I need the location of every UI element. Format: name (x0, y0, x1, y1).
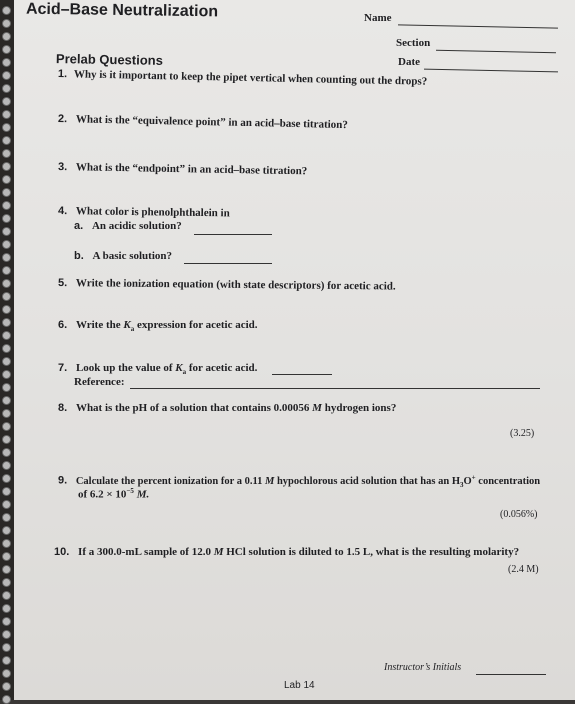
spiral-ring (2, 656, 11, 665)
name-label: Name (364, 12, 392, 24)
spiral-ring (2, 422, 11, 431)
spiral-ring (2, 136, 11, 145)
sub-label: a. (74, 220, 84, 232)
date-line (424, 69, 558, 73)
subscript-3: 3 (460, 480, 464, 489)
question-text: What color is phenolphthalein in (75, 205, 230, 220)
question-number: 9. (58, 474, 68, 487)
spiral-ring (2, 175, 11, 184)
instructor-initials-label: Instructor’s Initials (384, 662, 462, 673)
spiral-ring (2, 331, 11, 340)
spiral-ring (2, 305, 11, 314)
spiral-ring (2, 357, 11, 366)
answer-line-4a (194, 234, 272, 235)
spiral-ring (2, 45, 11, 54)
spiral-ring (2, 539, 11, 548)
spiral-ring (2, 513, 11, 522)
superscript-plus: + (471, 473, 476, 481)
question-text-post: HCl solution is diluted to 1.5 L, what is the resulting molarity? (223, 546, 520, 558)
reference-line (130, 388, 540, 389)
question-3 (58, 161, 307, 177)
spiral-ring (2, 279, 11, 288)
section-line (436, 50, 556, 54)
spiral-ring (2, 344, 11, 353)
spiral-ring (2, 604, 11, 613)
spiral-ring (2, 370, 11, 379)
question-text-pre: Calculate the percent ionization for a 0.11 (75, 475, 265, 487)
question-5 (58, 277, 396, 293)
concentration-text: of 6.2 × 10 (78, 488, 127, 501)
question-8 (58, 402, 396, 414)
spiral-ring (2, 214, 11, 223)
spiral-ring (2, 461, 11, 470)
spiral-ring (2, 162, 11, 171)
question-text: What is the “endpoint” in an acid–base titration? (75, 161, 308, 178)
page-title: Acid–Base Neutralization (25, 0, 219, 21)
question-text: What is the “equivalence point” in an acid–base titration? (75, 113, 348, 132)
spiral-ring (2, 253, 11, 262)
spiral-ring (2, 71, 11, 80)
question-4 (58, 205, 230, 219)
question-number: 6. (58, 319, 68, 331)
question-9-line2 (78, 487, 149, 501)
spiral-ring (2, 97, 11, 106)
molar-unit: M (265, 475, 275, 487)
spiral-ring (2, 32, 11, 41)
spiral-ring (2, 591, 11, 600)
spiral-ring (2, 578, 11, 587)
question-10 (54, 546, 519, 558)
exponent: −5 (126, 487, 134, 495)
spiral-ring (2, 19, 11, 28)
k-subscript: a (182, 368, 187, 377)
question-text-post: for acetic acid. (186, 362, 258, 374)
sub-text: A basic solution? (92, 250, 172, 262)
question-text-post: expression for acetic acid. (134, 319, 258, 331)
spiral-ring (2, 435, 11, 444)
answer-line-7 (272, 374, 332, 375)
spiral-ring (2, 6, 11, 15)
spiral-ring (2, 630, 11, 639)
instructor-initials-line (476, 674, 546, 675)
spiral-ring (2, 487, 11, 496)
reference-label: Reference: (74, 376, 125, 388)
molar-unit: M (312, 402, 322, 414)
spiral-ring (2, 201, 11, 210)
spiral-ring (2, 240, 11, 249)
name-line (398, 24, 558, 28)
k-symbol: K (123, 319, 131, 331)
spiral-ring (2, 552, 11, 561)
question-number: 2. (57, 113, 68, 126)
answer-hint-10: (2.4 M) (508, 564, 539, 575)
question-text: Write the ionization equation (with state descriptors) for acetic acid. (75, 277, 396, 293)
question-text-mid2: O (463, 475, 472, 487)
spiral-ring (2, 565, 11, 574)
question-number: 4. (57, 205, 68, 218)
question-text-mid3: concentration (475, 475, 541, 487)
page-footer: Lab 14 (284, 680, 315, 691)
spiral-ring (2, 318, 11, 327)
worksheet-page (14, 0, 575, 700)
spiral-ring (2, 58, 11, 67)
question-text-pre: If a 300.0-mL sample of 12.0 (78, 546, 214, 558)
spiral-ring (2, 396, 11, 405)
question-number: 7. (58, 362, 68, 374)
question-number: 1. (57, 68, 68, 81)
question-number: 10. (54, 546, 70, 558)
k-symbol: K (175, 362, 183, 374)
question-4a (74, 220, 182, 232)
spiral-ring (2, 292, 11, 301)
spiral-ring (2, 123, 11, 132)
spiral-ring (2, 526, 11, 535)
question-text-pre: Look up the value of (75, 362, 176, 374)
question-text-post: hydrogen ions? (321, 402, 397, 414)
question-2 (58, 113, 348, 131)
molar-unit: M. (133, 488, 150, 501)
spiral-ring (2, 474, 11, 483)
question-number: 3. (57, 161, 68, 174)
spiral-ring (2, 266, 11, 275)
molar-unit: M (213, 546, 224, 558)
question-7 (58, 362, 257, 376)
sub-text: An acidic solution? (91, 220, 182, 232)
question-number: 5. (57, 277, 68, 290)
answer-hint-9: (0.056%) (500, 509, 538, 520)
spiral-ring (2, 227, 11, 236)
spiral-ring (2, 383, 11, 392)
answer-line-4b (184, 263, 272, 264)
question-number: 8. (58, 402, 68, 414)
section-label: Section (396, 37, 431, 49)
question-4b (74, 250, 172, 262)
question-1 (58, 68, 427, 88)
spiral-ring (2, 682, 11, 691)
question-text: Why is it important to keep the pipet vertical when counting out the drops? (73, 68, 428, 88)
question-6 (58, 319, 258, 333)
question-text-pre: What is the pH of a solution that contains 0.00056 (75, 402, 313, 414)
date-label: Date (398, 56, 420, 68)
sub-label: b. (74, 250, 84, 262)
spiral-ring (2, 149, 11, 158)
question-text-pre: Write the (75, 319, 124, 331)
spiral-ring (2, 448, 11, 457)
spiral-ring (2, 188, 11, 197)
spiral-binding (0, 0, 14, 700)
answer-hint-8: (3.25) (510, 428, 535, 439)
spiral-ring (2, 617, 11, 626)
question-text-mid: hypochlorous acid solution that has an H (274, 475, 460, 487)
spiral-ring (2, 643, 11, 652)
prelab-heading: Prelab Questions (55, 51, 164, 68)
spiral-ring (2, 110, 11, 119)
spiral-ring (2, 409, 11, 418)
spiral-ring (2, 500, 11, 509)
spiral-ring (2, 84, 11, 93)
k-subscript: a (130, 325, 135, 334)
spiral-ring (2, 669, 11, 678)
